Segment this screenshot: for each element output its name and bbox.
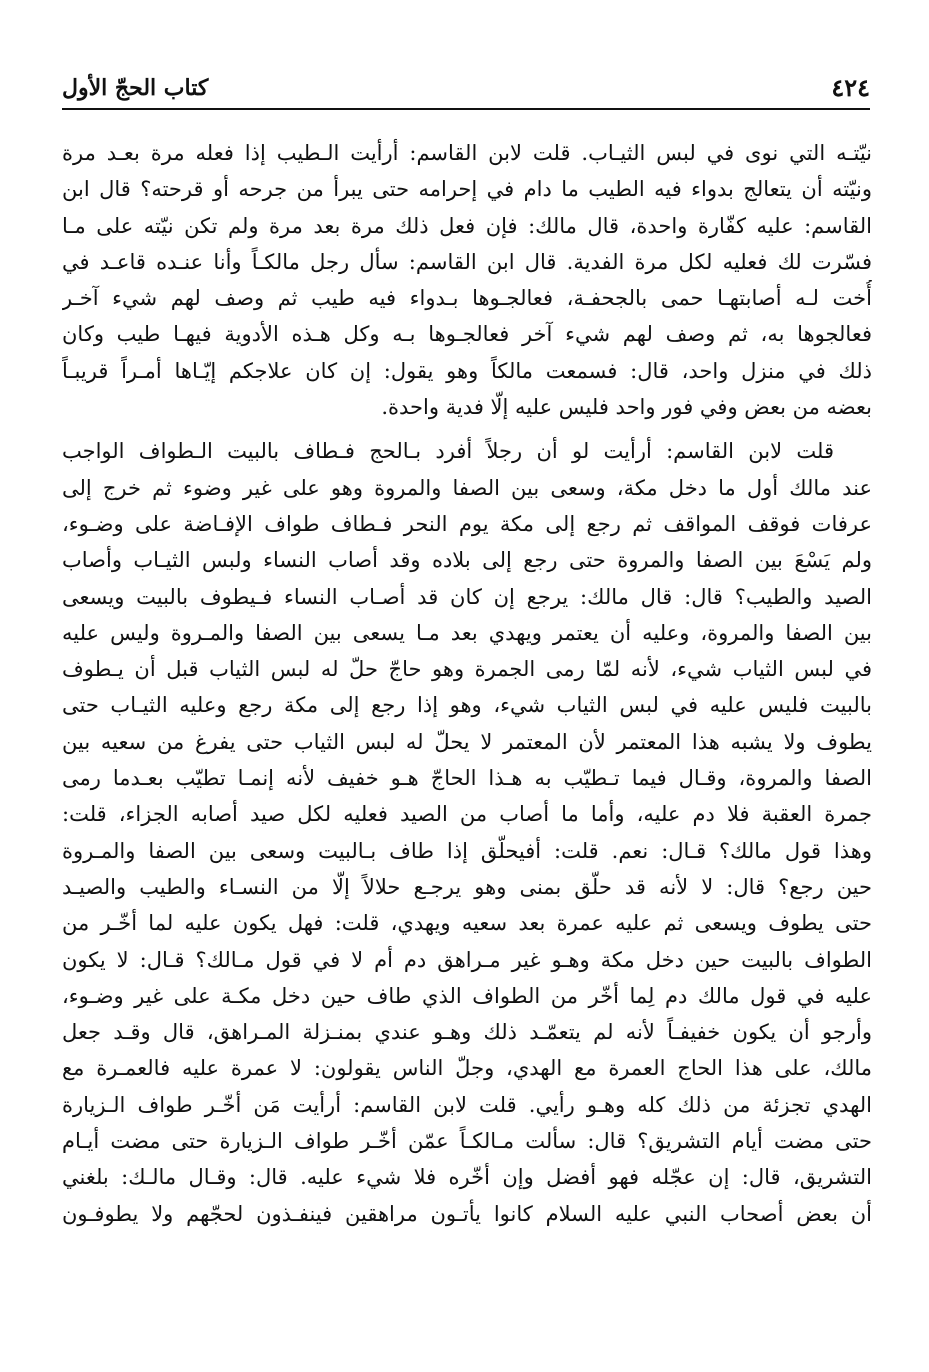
text-line: فسّرت لك فعليه لكل مرة الفدية. قال ابن القاسم: سأل رجل مالكـاً وأنا عنـده قاعـد في: [62, 249, 872, 274]
text-line: أُخت لـه أصابتهـا حمى بالجحفـة، فعالجـوها بـدواء فيه طيب ثم وصف لهم شيء آخـر: [62, 286, 872, 311]
text-line: وهذا قول مالك؟ قـال: نعم. قلت: أفيحلّق إذا طاف بـالبيت وسعى بين الصفا والمـروة: [62, 838, 872, 863]
text-line: في لبس الثياب شيء، لأنه لمّا رمى الجمرة وهو حاجّ حلّ له لبس الثياب قبل أن يـطوف: [62, 657, 872, 682]
page-number: ٤٢٤: [831, 73, 870, 102]
running-title: كتاب الحجّ الأول: [62, 75, 209, 101]
text-line: بين الصفا والمروة، وعليه أن يعتمر ويهدي بعد مـا يسعى بين الصفا والمـروة وليس عليه: [62, 620, 872, 645]
text-line: القاسم: عليه كفّارة واحدة، قال مالك: فإن فعل ذلك مرة بعد مرة ولم تكن نيّته على مـا: [62, 213, 872, 238]
text-line: قلت لابن القاسم: أرأيت لو أن رجلاً أفرد بـالحج فـطاف بالبيت الـطواف الواجب: [62, 439, 834, 464]
text-line: الصفا والمروة، وقـال فيما تـطيّب به هـذا الحاجّ هـو خفيف لأنه إنمـا تطيّب بعـدما رمى: [62, 766, 872, 791]
paragraph-gap: [62, 425, 872, 433]
text-line: أن بعض أصحاب النبي عليه السلام كانوا يأتـون مراهقين فينفـذون لحجّهم ولا يطوفـون: [62, 1201, 872, 1226]
text-line: عند مالك أول ما دخل مكة، وسعى بين الصفا والمروة وهو على غير وضوء ثم خرج إلى: [62, 475, 872, 500]
body-text: [62, 135, 872, 1232]
text-line: عليه في قول مالك دم لِما أخّر من الطواف الذي طاف حين دخل مكـة على غير وضـوء،: [62, 983, 872, 1008]
text-line: يطوف ولا يشبه هذا المعتمر لأن المعتمر لا يحلّ له لبس الثياب حتى يفرغ من سعيه بين: [62, 729, 872, 754]
text-line: عرفات فوقف المواقف ثم رجع إلى مكة يوم النحر فـطاف طواف الإفـاضة على وضـوء،: [62, 511, 872, 536]
paragraph: [62, 135, 872, 425]
text-line: وأرجو أن يكون خفيفـاً لأنه لم يتعمّـد ذلك وهـو عندي بمنـزلة المـراهق، قال وقـد جعل: [62, 1020, 872, 1045]
text-line: حين رجع؟ قال: لا لأنه قد حلّق بمنى وهو يرجـع حلالاً إلّا من النسـاء والطيب والصيـد: [62, 874, 872, 899]
text-line: الهدي تجزئة من ذلك كله وهـو رأيي. قلت لابن القاسم: أرأيت مَن أخّـر طواف الـزيارة: [62, 1092, 872, 1117]
text-line: ولم يَسْعَ بين الصفا والمروة حتى رجع إلى بلاده وقد أصاب النساء ولبس الثيـاب وأصاب: [62, 548, 872, 573]
text-line: التشريق، قال: إن عجّله فهو أفضل وإن أخّره فلا شيء عليه. قال: وقـال مالـك: بلغني: [62, 1165, 872, 1190]
text-line: حتى يطوف ويسعى ثم عليه عمرة بعد سعيه ويهدي، قلت: فهل يكون عليه لما أخّـر من: [62, 911, 872, 936]
text-line: بالبيت فليس عليه في لبس الثياب شيء، وهو إذا رجع إلى مكة رجع وعليه الثيـاب حتى: [62, 693, 872, 718]
text-line: نيّتـه التي نوى في لبس الثيـاب. قلت لابن القاسم: أرأيت الـطيب إذا فعله مرة بعـد مرة: [62, 141, 872, 165]
text-line: بعضه من بعض وفي فور واحد فليس عليه إلّا فدية واحدة.: [381, 395, 872, 420]
text-line: ونيّته أن يتعالج بدواء فيه الطيب ما دام في إحرامه حتى يبرأ من جرحه أو قرحته؟ قال ابن: [62, 177, 872, 202]
text-line: الصيد والطيب؟ قال: قال مالك: يرجع إن كان قد أصـاب النساء فـيطوف بالبيت ويسعى: [62, 584, 872, 609]
text-line: حتى مضت أيام التشريق؟ قال: سألت مـالكـاً عمّن أخّـر طواف الـزيارة حتى مضت أيـام: [62, 1129, 872, 1154]
text-line: الطواف بالبيت حين دخل مكة وهـو غير مـراهق دم أم لا في قول مـالك؟ قـال: لا يكون: [62, 947, 872, 972]
paragraph: [62, 433, 872, 1232]
text-line: مالك، على هذا الحاج العمرة مع الهدي، وجلّ الناس يقولون: لا عمرة عليه فالعمـرة مع: [62, 1056, 872, 1081]
text-line: ذلك في منزل واحد، قال: فسمعت مالكاً وهو يقول: إن كان علاجكم إيّـاها أمـراً قريبـاً: [62, 358, 872, 383]
text-line: فعالجوها به، ثم وصف لهم شيء آخر فعالجـوها بـه وكل هـذه الأدوية فيهـا طيب وكان: [62, 322, 872, 347]
text-line: جمرة العقبة فلا دم عليه، وأما ما أصاب من الصيد فعليه لكل صيد أصابه الجزاء، قلت:: [62, 802, 872, 827]
page-header: [62, 68, 870, 110]
